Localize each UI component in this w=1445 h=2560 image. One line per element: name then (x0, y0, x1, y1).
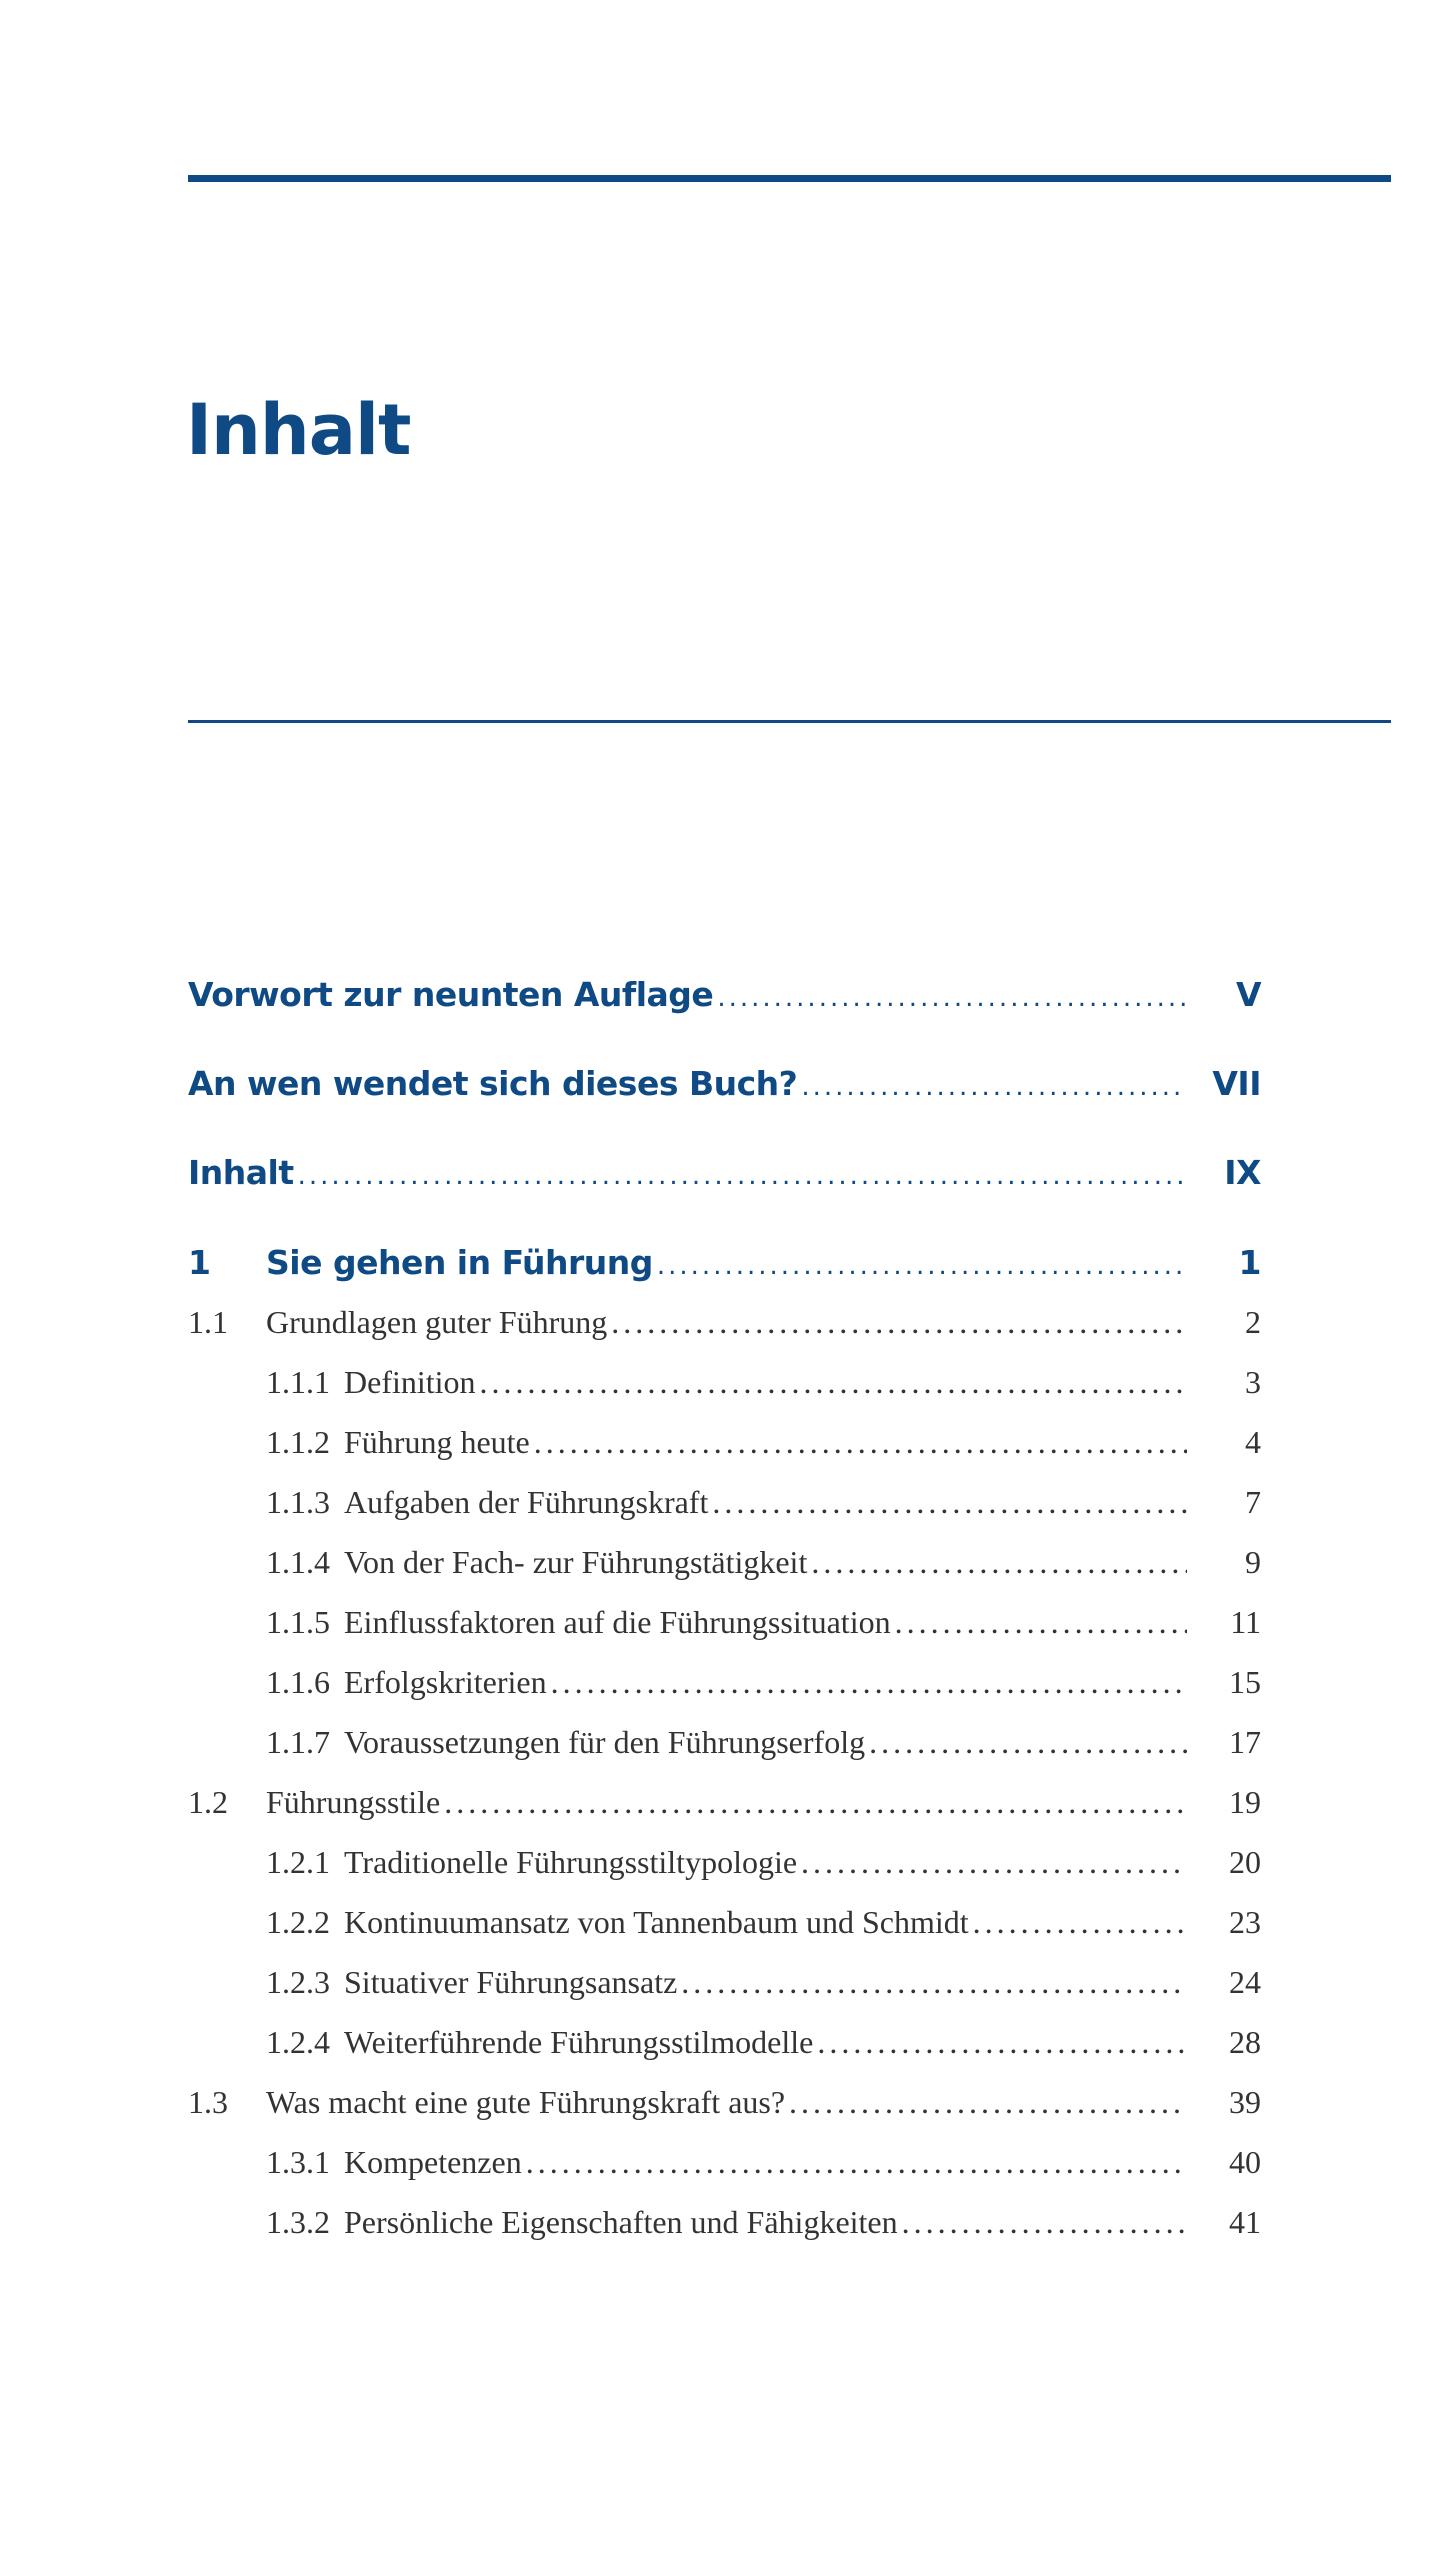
toc-entry[interactable] (188, 1153, 1261, 1192)
toc-entry-page: 9 (1245, 1544, 1261, 1580)
toc-entry-number: 1.2.4 (266, 2024, 330, 2060)
toc-entry-page: 3 (1245, 1364, 1261, 1400)
toc-dot-leader (801, 1072, 1187, 1102)
toc-entry-page: 17 (1229, 1724, 1261, 1760)
toc-entry[interactable] (188, 1964, 1261, 2001)
toc-entry-number: 1.2.1 (266, 1844, 330, 1880)
toc-entry-number: 1.1.4 (266, 1544, 330, 1580)
toc-dot-leader (895, 1604, 1187, 1641)
toc-entry-label: Situativer Führungsansatz (344, 1964, 678, 2000)
toc-dot-leader (526, 2144, 1187, 2181)
toc-dot-leader (534, 1424, 1187, 1461)
toc-entry-label: Voraussetzungen für den Führungserfolg (344, 1724, 866, 1760)
toc-dot-leader (681, 1964, 1187, 2001)
toc-entry[interactable] (188, 1424, 1261, 1461)
page-title: Inhalt (186, 389, 411, 471)
toc-entry[interactable] (188, 1243, 1261, 1282)
toc-entry-label: Traditionelle Führungsstiltypologie (344, 1844, 798, 1880)
toc-dot-leader (657, 1251, 1187, 1281)
toc-entry-page: 28 (1229, 2024, 1261, 2060)
toc-entry-page: 20 (1229, 1844, 1261, 1880)
toc-dot-leader (973, 1904, 1187, 1941)
toc-entry[interactable] (188, 2084, 1261, 2121)
toc-dot-leader (817, 2024, 1187, 2061)
toc-entry-label: Definition (344, 1364, 476, 1400)
toc-entry-label: Einflussfaktoren auf die Führungssituation (344, 1604, 891, 1640)
toc-entry[interactable] (188, 1664, 1261, 1701)
toc-entry-page: 41 (1229, 2204, 1261, 2240)
toc-dot-leader (551, 1664, 1187, 1701)
toc-entry[interactable] (188, 1784, 1261, 1821)
toc-entry-label: Persönliche Eigenschaften und Fähigkeiten (344, 2204, 898, 2240)
toc-dot-leader (611, 1304, 1187, 1341)
divider-rule (188, 720, 1391, 723)
toc-entry-number: 1.3.1 (266, 2144, 330, 2180)
toc-entry-label: Inhalt (188, 1153, 294, 1192)
toc-entry-page: 19 (1229, 1784, 1261, 1820)
toc-dot-leader (717, 983, 1187, 1013)
toc-entry[interactable] (188, 1724, 1261, 1761)
toc-entry[interactable] (188, 1844, 1261, 1881)
toc-entry[interactable] (188, 975, 1261, 1014)
toc-entry-label: Weiterführende Führungsstilmodelle (344, 2024, 814, 2060)
toc-entry-number: 1.3 (188, 2084, 228, 2120)
toc-entry-number: 1.2 (188, 1784, 228, 1820)
toc-entry-label: An wen wendet sich dieses Buch? (188, 1064, 798, 1103)
toc-entry[interactable] (188, 1604, 1261, 1641)
toc-entry-page: 11 (1230, 1604, 1261, 1640)
toc-dot-leader (869, 1724, 1187, 1761)
toc-entry-page: 15 (1229, 1664, 1261, 1700)
toc-entry-page: 2 (1245, 1304, 1261, 1340)
toc-dot-leader (789, 2084, 1187, 2121)
toc-entry-label: Kompetenzen (344, 2144, 522, 2180)
toc-dot-leader (801, 1844, 1187, 1881)
toc-entry-page: 4 (1245, 1424, 1261, 1460)
toc-dot-leader (902, 2204, 1187, 2241)
toc-entry[interactable] (188, 1364, 1261, 1401)
toc-entry-number: 1.2.2 (266, 1904, 330, 1940)
toc-entry-page: 7 (1245, 1484, 1261, 1520)
toc-entry-page: 23 (1229, 1904, 1261, 1940)
toc-entry-label: Was macht eine gute Führungskraft aus? (266, 2084, 786, 2120)
toc-entry-page: IX (1224, 1153, 1261, 1192)
toc-entry-label: Führungsstile (266, 1784, 441, 1820)
toc-entry-label: Kontinuumansatz von Tannenbaum und Schmidt (344, 1904, 969, 1940)
toc-dot-leader (811, 1544, 1187, 1581)
toc-entry-number: 1.1.1 (266, 1364, 330, 1400)
toc-entry-page: 40 (1229, 2144, 1261, 2180)
toc-entry-label: Führung heute (344, 1424, 530, 1460)
toc-entry[interactable] (188, 2144, 1261, 2181)
toc-entry-number: 1 (188, 1243, 211, 1282)
toc-dot-leader (298, 1161, 1187, 1191)
toc-entry-page: VII (1212, 1064, 1261, 1103)
toc-entry[interactable] (188, 1484, 1261, 1521)
toc-entry-label: Von der Fach- zur Führungstätigkeit (344, 1544, 808, 1580)
toc-entry-page: V (1235, 975, 1261, 1014)
toc-entry[interactable] (188, 1304, 1261, 1341)
toc-entry[interactable] (188, 2204, 1261, 2241)
toc-entry-number: 1.1.3 (266, 1484, 330, 1520)
toc-dot-leader (712, 1484, 1187, 1521)
toc-entry-number: 1.1 (188, 1304, 228, 1340)
toc-entry[interactable] (188, 1544, 1261, 1581)
toc-entry-number: 1.1.7 (266, 1724, 330, 1760)
toc-entry-page: 39 (1229, 2084, 1261, 2120)
toc-entry-page: 1 (1238, 1243, 1261, 1282)
toc-dot-leader (480, 1364, 1187, 1401)
toc-entry-label: Aufgaben der Führungskraft (344, 1484, 709, 1520)
toc-entry-number: 1.1.6 (266, 1664, 330, 1700)
toc-dot-leader (444, 1784, 1187, 1821)
toc-entry-label: Grundlagen guter Führung (266, 1304, 608, 1340)
toc-entry-number: 1.2.3 (266, 1964, 330, 2000)
toc-entry-number: 1.1.2 (266, 1424, 330, 1460)
toc-entry-label: Sie gehen in Führung (266, 1243, 653, 1282)
toc-entry[interactable] (188, 1064, 1261, 1103)
toc-entry-number: 1.3.2 (266, 2204, 330, 2240)
toc-entry-page: 24 (1229, 1964, 1261, 2000)
toc-entry-label: Vorwort zur neunten Auflage (188, 975, 714, 1014)
toc-entry[interactable] (188, 1904, 1261, 1941)
toc-entry-number: 1.1.5 (266, 1604, 330, 1640)
toc-entry[interactable] (188, 2024, 1261, 2061)
top-rule (188, 175, 1391, 182)
toc-entry-label: Erfolgskriterien (344, 1664, 547, 1700)
